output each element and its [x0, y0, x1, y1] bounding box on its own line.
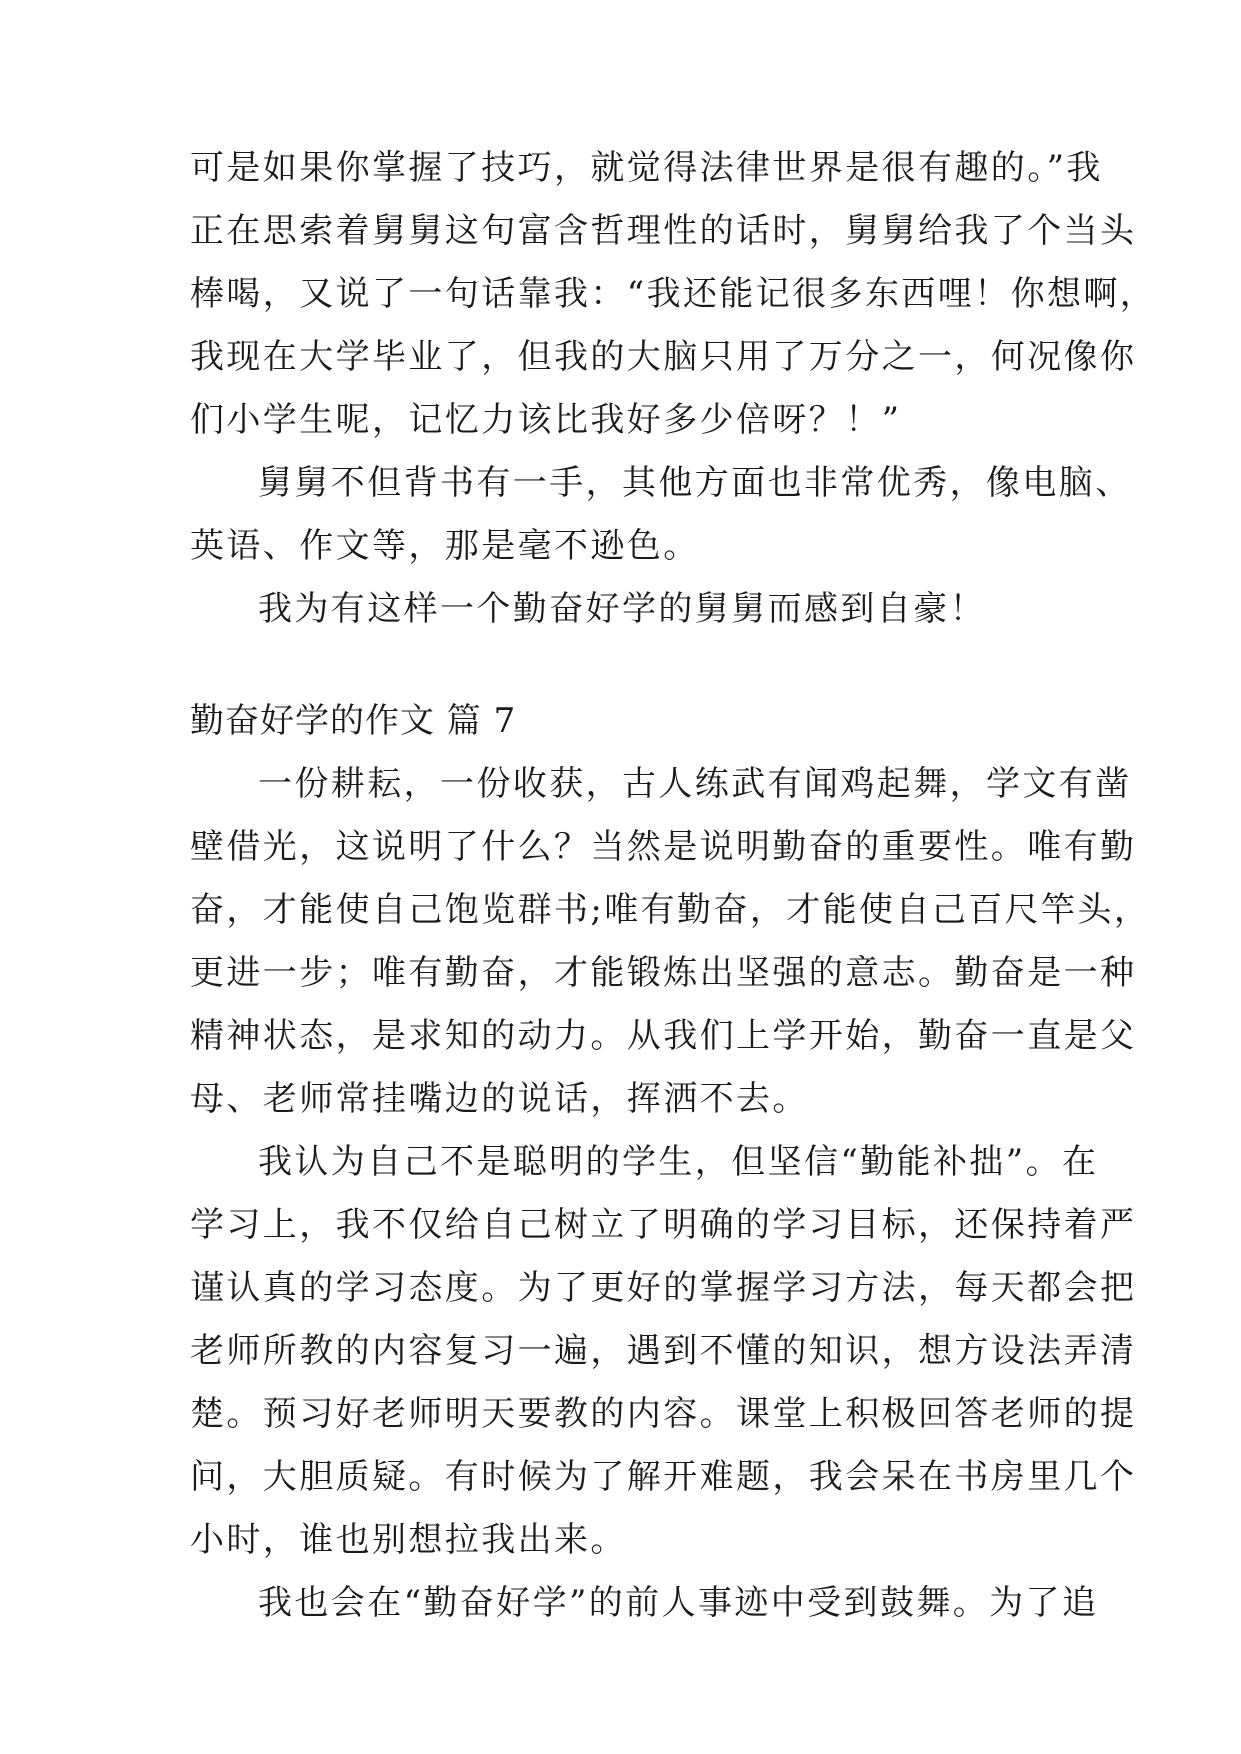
paragraph-line: 楚。预习好老师明天要教的内容。课堂上积极回答老师的提	[190, 1394, 1137, 1434]
paragraph-line: 我现在大学毕业了，但我的大脑只用了万分之一，何况像你	[190, 337, 1137, 377]
paragraph-line: 老师所教的内容复习一遍，遇到不懂的知识，想方设法弄清	[190, 1331, 1137, 1371]
paragraph-line: 棒喝，又说了一句话靠我：“我还能记很多东西哩！你想啊，	[190, 274, 1157, 314]
paragraph-line: 学习上，我不仅给自己树立了明确的学习目标，还保持着严	[190, 1205, 1137, 1245]
paragraph-line: 正在思索着舅舅这句富含哲理性的话时，舅舅给我了个当头	[190, 211, 1137, 251]
paragraph-line: 我为有这样一个勤奋好学的舅舅而感到自豪！	[258, 589, 986, 629]
section-heading: 勤奋好学的作文 篇 7	[190, 701, 517, 741]
paragraph-line: 谨认真的学习态度。为了更好的掌握学习方法，每天都会把	[190, 1268, 1137, 1308]
paragraph-line: 问，大胆质疑。有时候为了解开难题，我会呆在书房里几个	[190, 1457, 1137, 1497]
paragraph-line: 一份耕耘，一份收获，古人练武有闻鸡起舞，学文有凿	[258, 764, 1132, 804]
paragraph-line: 小时，谁也别想拉我出来。	[190, 1520, 627, 1560]
paragraph-line: 我也会在“勤奋好学”的前人事迹中受到鼓舞。为了追	[258, 1583, 1099, 1623]
paragraph-line: 可是如果你掌握了技巧，就觉得法律世界是很有趣的。”我	[190, 148, 1103, 188]
paragraph-line: 舅舅不但背书有一手，其他方面也非常优秀，像电脑、	[258, 463, 1132, 503]
paragraph-line: 英语、作文等，那是毫不逊色。	[190, 526, 700, 566]
paragraph-line: 精神状态，是求知的动力。从我们上学开始，勤奋一直是父	[190, 1016, 1137, 1056]
paragraph-line: 我认为自己不是聪明的学生，但坚信“勤能补拙”。在	[258, 1142, 1099, 1182]
paragraph-line: 壁借光，这说明了什么？当然是说明勤奋的重要性。唯有勤	[190, 827, 1137, 867]
paragraph-line: 奋，才能使自己饱览群书;唯有勤奋，才能使自己百尺竿头，	[190, 890, 1151, 930]
paragraph-line: 们小学生呢，记忆力该比我好多少倍呀？！”	[190, 400, 902, 440]
paragraph-line: 母、老师常挂嘴边的说话，挥洒不去。	[190, 1079, 809, 1119]
paragraph-line: 更进一步；唯有勤奋，才能锻炼出坚强的意志。勤奋是一种	[190, 953, 1137, 993]
